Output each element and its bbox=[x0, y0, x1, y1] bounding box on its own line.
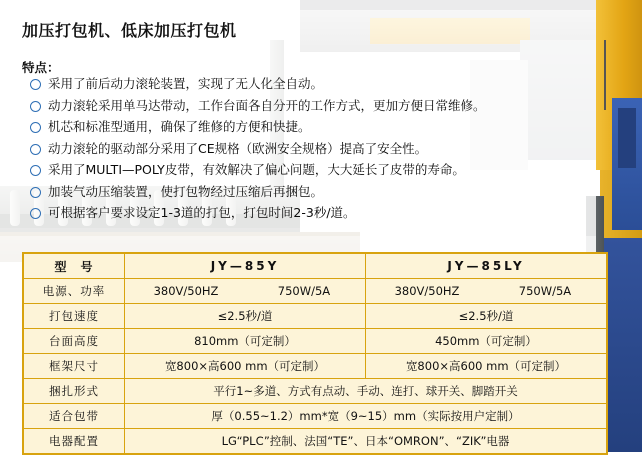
bullet-icon bbox=[30, 208, 41, 219]
cell-speed-b: ≤2.5秒/道 bbox=[366, 304, 608, 329]
machine-cable bbox=[604, 40, 606, 110]
machine-blue-control-box-inner bbox=[618, 108, 636, 168]
cell-strap-spec: 厚（0.55~1.2）mm*宽（9~15）mm（实际按用户定制） bbox=[125, 404, 608, 429]
cell-frame-size-b: 宽800×高600 mm（可定制） bbox=[366, 354, 608, 379]
table-header-model-label: 型 号 bbox=[23, 253, 125, 279]
table-row bbox=[23, 404, 607, 429]
table-row bbox=[23, 253, 607, 279]
features-list bbox=[30, 76, 590, 227]
table-row bbox=[23, 429, 607, 455]
list-item bbox=[30, 162, 590, 177]
row-label-strapping-type: 捆扎形式 bbox=[23, 379, 125, 404]
table-row bbox=[23, 379, 607, 404]
bullet-icon bbox=[30, 122, 41, 133]
cell-power-a bbox=[125, 279, 366, 304]
cell-power-b-watt: 750W/5A bbox=[518, 284, 572, 298]
list-item bbox=[30, 76, 590, 91]
table-row bbox=[23, 304, 607, 329]
table-row bbox=[23, 279, 607, 304]
cell-power-a-voltage: 380V/50HZ bbox=[153, 284, 219, 298]
features-heading: 特点： bbox=[22, 60, 60, 75]
cell-electrics: LG“PLC”控制、法国“TE”、日本“OMRON”、“ZIK”电器 bbox=[125, 429, 608, 455]
specifications-table bbox=[22, 252, 608, 455]
cell-table-height-a: 810mm（可定制） bbox=[125, 329, 366, 354]
bullet-icon bbox=[30, 79, 41, 90]
table-header-model-b: JY—85LY bbox=[366, 253, 608, 279]
cell-power-a-watt: 750W/5A bbox=[277, 284, 331, 298]
list-item bbox=[30, 184, 590, 199]
bullet-icon bbox=[30, 101, 41, 112]
bullet-icon bbox=[30, 187, 41, 198]
cell-table-height-b: 450mm（可定制） bbox=[366, 329, 608, 354]
cell-frame-size-a: 宽800×高600 mm（可定制） bbox=[125, 354, 366, 379]
list-item bbox=[30, 141, 590, 156]
cell-power-b-voltage: 380V/50HZ bbox=[394, 284, 460, 298]
row-label-strap-spec: 适合包带 bbox=[23, 404, 125, 429]
page-title: 加压打包机、低床加压打包机 bbox=[22, 21, 237, 40]
row-label-electrics: 电器配置 bbox=[23, 429, 125, 455]
row-label-speed: 打包速度 bbox=[23, 304, 125, 329]
list-item bbox=[30, 98, 590, 113]
table-header-model-a: JY—85Y bbox=[125, 253, 366, 279]
cell-speed-a: ≤2.5秒/道 bbox=[125, 304, 366, 329]
list-item bbox=[30, 119, 590, 134]
bullet-icon bbox=[30, 165, 41, 176]
table-row bbox=[23, 354, 607, 379]
feature-text: 机芯和标准型通用，确保了维修的方便和快捷。 bbox=[48, 119, 311, 134]
cell-power-b bbox=[366, 279, 608, 304]
feature-text: 动力滚轮采用单马达带动，工作台面各自分开的工作方式，更加方便日常维修。 bbox=[48, 97, 486, 113]
row-label-power: 电源、功率 bbox=[23, 279, 125, 304]
cell-strapping-type: 平行1~多道、方式有点动、手动、连打、球开关、脚踏开关 bbox=[125, 379, 608, 404]
feature-text: 可根据客户要求设定1-3道的打包，打包时间2-3秒/道。 bbox=[48, 205, 356, 220]
feature-text: 动力滚轮的驱动部分采用了CE规格（欧洲安全规格）提高了安全性。 bbox=[48, 140, 428, 156]
bullet-icon bbox=[30, 144, 41, 155]
feature-text: 采用了MULTI—POLY皮带，有效解决了偏心问题，大大延长了皮带的寿命。 bbox=[48, 162, 465, 177]
list-item bbox=[30, 205, 590, 220]
row-label-frame-size: 框架尺寸 bbox=[23, 354, 125, 379]
table-row bbox=[23, 329, 607, 354]
row-label-table-height: 台面高度 bbox=[23, 329, 125, 354]
machine-blue-lower-cabinet bbox=[604, 238, 642, 452]
feature-text: 采用了前后动力滚轮装置，实现了无人化全自动。 bbox=[48, 76, 324, 91]
feature-text: 加装气动压缩装置，使打包物经过压缩后再捆包。 bbox=[48, 183, 324, 199]
